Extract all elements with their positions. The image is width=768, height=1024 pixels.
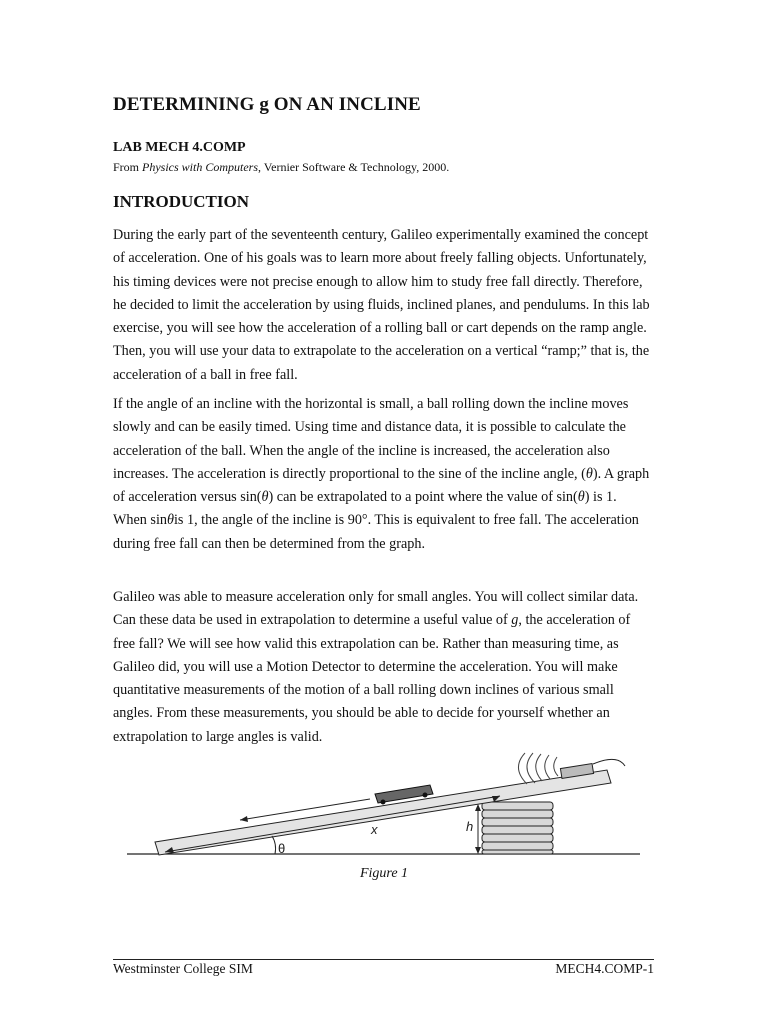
label-h: h (466, 819, 474, 834)
g-variable: g (511, 612, 519, 629)
intro-paragraph-1: During the early part of the seventeenth century, Galileo experimentally examined the concept of acceleration. One of his goals was to learn more about freely falling objects. Unfortunately, his timing devices were not precise enough to allow him to study free fall directly. Therefore, he decided to limit the acceleration by using fluids, inclined planes, and pendulums. In this lab exercise, you will see how the acceleration of a rolling ball or cart depends on the ramp angle. Then, you will use your data to extrapolate to the acceleration on a vertical “ramp;” that is, the acceleration of a ball in free fall. (113, 227, 650, 383)
p2-part-a: If the angle of an incline with the horizontal is small, a ball rolling down the incline moves slowly and can be easily timed. Using time and distance data, it is possible to calculate the acceleration of the ball. When the angle of the incline is increased, the acceleration also increases. The acceleration is directly proportional to the sine of the incline angle, ( (113, 396, 629, 482)
theta-symbol: θ (261, 489, 269, 506)
intro-paragraph-3 (113, 586, 653, 749)
theta-symbol: θ (577, 489, 585, 506)
p3-part-b: , the acceleration of free fall? We will see how valid this extrapolation can be. Rather than measuring time, as Galileo did, you will use a Motion Detector to determine the acceleration. You will make quantitative measurements of the motion of a ball rolling down inclines of various small angles. From these measurements, you should be able to decide for yourself whether an extrapolation to large angles is valid. (113, 612, 631, 745)
source-book: Physics with Computers (142, 160, 259, 174)
p2-part-c: ) can be extrapolated to a point where the value of sin( (268, 489, 578, 506)
p3-part-a: Galileo was able to measure acceleration only for small angles. You will collect similar data. Can these data be used in extrapolation to determine a useful value of (113, 589, 639, 629)
section-heading: INTRODUCTION (113, 192, 250, 211)
figure-caption: Figure 1 (359, 866, 409, 881)
incline-figure (125, 752, 645, 864)
intro-paragraph-2 (113, 393, 653, 556)
source-prefix: From (113, 160, 143, 174)
p2-part-d: ) is 1. When sin (113, 489, 617, 529)
document-title: DETERMINING g ON AN INCLINE (113, 94, 421, 115)
source-citation (113, 160, 673, 175)
angle-arc (272, 836, 276, 854)
footer-rule (113, 959, 654, 960)
source-suffix: , Vernier Software & Technology, 2000. (258, 160, 450, 174)
theta-symbol: θ (166, 512, 174, 529)
theta-symbol: θ (585, 465, 593, 482)
footer-institution: Westminster College SIM (113, 961, 253, 976)
block-stack (482, 802, 553, 854)
p2-part-e: is 1, the angle of the incline is 90°. This is equivalent to free fall. The acceleration during free fall can then be determined from the graph. (113, 512, 639, 552)
lab-id: LAB MECH 4.COMP (113, 140, 246, 155)
height-arrow (475, 804, 481, 854)
label-x: x (371, 822, 378, 837)
p2-part-b: ). A graph of acceleration versus sin( (113, 465, 650, 506)
footer-page-id: MECH4.COMP-1 (555, 961, 654, 976)
label-theta: θ (278, 841, 286, 856)
